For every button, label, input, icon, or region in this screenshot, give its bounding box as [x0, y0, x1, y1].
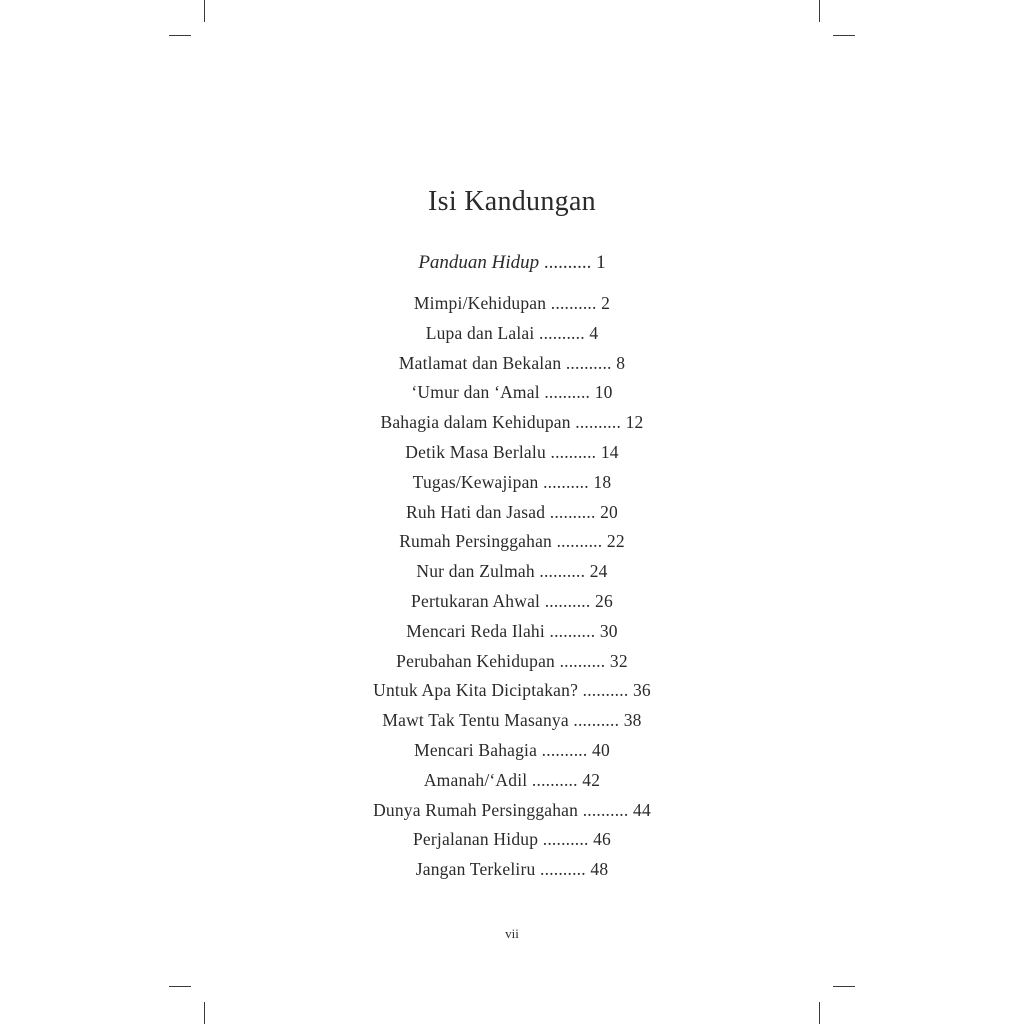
toc-entry[interactable] [0, 527, 1024, 557]
section-name: Panduan Hidup [418, 252, 540, 273]
crop-mark [833, 986, 855, 987]
leader-dots: .......... [539, 561, 586, 582]
toc-entry[interactable] [0, 468, 1024, 498]
table-of-contents [0, 289, 1024, 885]
toc-entry[interactable] [0, 796, 1024, 826]
toc-entry-title: Nur dan Zulmah [416, 561, 535, 582]
leader-dots: .......... [539, 322, 585, 343]
toc-entry[interactable] [0, 408, 1024, 438]
crop-mark [169, 35, 191, 36]
toc-entry-title: Matlamat dan Bekalan [398, 352, 562, 373]
leader-dots: .......... [544, 382, 591, 403]
toc-entry[interactable] [0, 736, 1024, 766]
toc-entry-page: 22 [606, 531, 625, 552]
toc-entry-title: Dunya Rumah Persinggahan [373, 799, 579, 820]
toc-entry-title: Bahagia dalam Kehidupan [380, 412, 571, 433]
leader-dots: .......... [556, 531, 603, 552]
toc-entry-page: 10 [594, 382, 613, 403]
toc-entry[interactable] [0, 349, 1024, 379]
toc-entry[interactable] [0, 289, 1024, 319]
leader-dots: .......... [550, 441, 597, 462]
leader-dots: .......... [575, 412, 622, 433]
toc-entry[interactable] [0, 855, 1024, 885]
toc-entry-title: Rumah Persinggahan [399, 531, 552, 552]
toc-entry-page: 32 [609, 650, 628, 671]
toc-entry-page: 14 [600, 441, 619, 462]
toc-entry-page: 24 [589, 561, 608, 582]
toc-entry[interactable] [0, 587, 1024, 617]
toc-entry-page: 18 [593, 471, 612, 492]
leader-dots: .......... [531, 769, 578, 790]
toc-entry-title: Jangan Terkeliru [415, 859, 536, 880]
crop-mark [819, 1002, 820, 1024]
toc-entry-title: Perubahan Kehidupan [396, 650, 555, 671]
toc-entry-page: 20 [600, 501, 618, 522]
leader-dots: .......... [541, 739, 588, 760]
crop-mark [819, 0, 820, 22]
toc-entry-title: Ruh Hati dan Jasad [405, 501, 546, 522]
toc-entry-page: 26 [595, 590, 613, 611]
page-number: vii [505, 926, 519, 941]
crop-mark [204, 0, 205, 22]
toc-entry[interactable] [0, 825, 1024, 855]
crop-mark [833, 35, 855, 36]
leader-dots: .......... [540, 859, 586, 880]
toc-entry-page: 8 [616, 352, 626, 373]
leader-dots: .......... [582, 799, 629, 820]
toc-entry-page: 48 [590, 859, 609, 880]
toc-entry[interactable] [0, 617, 1024, 647]
crop-mark [204, 1002, 205, 1024]
toc-entry-title: Perjalanan Hidup [413, 829, 539, 850]
toc-entry-page: 30 [599, 620, 618, 641]
leader-dots: .......... [573, 710, 620, 731]
toc-entry-page: 36 [632, 680, 651, 701]
leader-dots: .......... [549, 501, 596, 522]
crop-mark [169, 986, 191, 987]
toc-entry-page: 46 [593, 829, 611, 850]
leader-dots: .......... [542, 829, 589, 850]
toc-entry[interactable] [0, 766, 1024, 796]
toc-entry[interactable] [0, 706, 1024, 736]
toc-entry-title: Mimpi/Kehidupan [413, 293, 547, 313]
leader-dots: .......... [565, 352, 612, 373]
toc-entry-page: 44 [633, 799, 651, 820]
leader-dots: .......... [549, 620, 596, 641]
toc-section-heading[interactable] [0, 252, 1024, 274]
toc-entry-page: 42 [582, 769, 601, 790]
page-title: Isi Kandungan [428, 186, 596, 217]
toc-entry[interactable] [0, 557, 1024, 587]
toc-entry-page: 40 [592, 739, 610, 760]
toc-entry-title: Mencari Bahagia [414, 739, 538, 760]
leader-dots: .......... [582, 680, 629, 701]
toc-entry-title: Mawt Tak Tentu Masanya [382, 710, 569, 731]
leader-dots: .......... [543, 471, 589, 492]
toc-entry-page: 4 [589, 322, 599, 343]
toc-entry-title: Amanah/‘Adil [423, 769, 528, 790]
toc-entry-title: Detik Masa Berlalu [405, 441, 546, 462]
toc-entry-title: Pertukaran Ahwal [411, 590, 541, 611]
toc-entry-title: Untuk Apa Kita Diciptakan? [373, 680, 579, 701]
section-page: 1 [596, 252, 606, 273]
toc-entry[interactable] [0, 438, 1024, 468]
toc-entry-title: ‘Umur dan ‘Amal [411, 382, 540, 403]
leader-dots: .......... [559, 650, 606, 671]
toc-entry-title: Tugas/Kewajipan [412, 471, 539, 492]
leader-dots: .......... [544, 590, 591, 611]
leader-dots: .......... [550, 293, 597, 313]
toc-entry[interactable] [0, 498, 1024, 528]
leader-dots: .......... [543, 252, 592, 273]
toc-entry-title: Lupa dan Lalai [425, 322, 535, 343]
toc-entry[interactable] [0, 378, 1024, 408]
toc-entry[interactable] [0, 319, 1024, 349]
toc-entry-title: Mencari Reda Ilahi [406, 620, 545, 641]
toc-entry[interactable] [0, 647, 1024, 677]
toc-entry-page: 2 [601, 293, 611, 313]
toc-entry-page: 12 [625, 412, 644, 433]
toc-entry[interactable] [0, 676, 1024, 706]
toc-entry-page: 38 [623, 710, 642, 731]
